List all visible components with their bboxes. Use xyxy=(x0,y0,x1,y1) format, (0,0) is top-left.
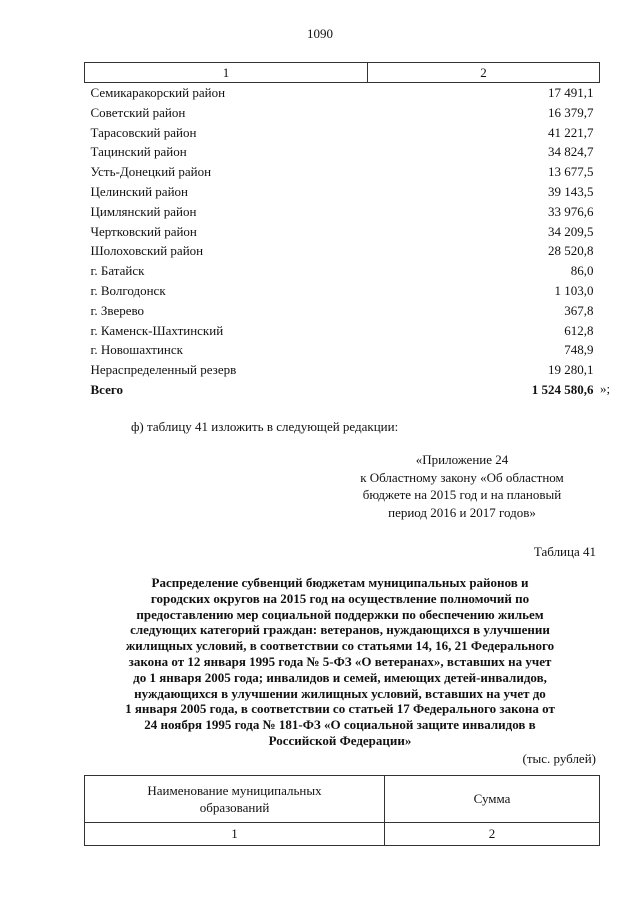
row-value: 41 221,7 xyxy=(548,124,594,140)
column-number-row xyxy=(85,63,600,83)
subsidy-table-continuation xyxy=(84,62,600,400)
row-name: Целинский район xyxy=(90,183,188,199)
column-header-amount: Сумма xyxy=(385,776,600,823)
row-value: 612,8 xyxy=(564,322,594,338)
column-number-2: 2 xyxy=(368,63,600,83)
row-name: Тацинский район xyxy=(90,144,187,160)
page-number: 1090 xyxy=(307,26,333,41)
row-name: г. Каменск-Шахтинский xyxy=(90,322,224,338)
header-row xyxy=(85,776,600,823)
table-row xyxy=(85,301,600,321)
row-name: Нераспределенный резерв xyxy=(90,362,237,378)
row-value: 748,9 xyxy=(564,342,594,358)
column-header-name-line: Наименование муниципальных xyxy=(147,783,322,798)
title-line: 1 января 2005 года, в соответствии со статьей 17 Федерального закона от xyxy=(125,701,555,717)
row-value: 39 143,5 xyxy=(548,183,594,199)
title-line: городских округов на 2015 год на осуществление полномочий по xyxy=(150,590,530,606)
table-label: Таблица 41 xyxy=(533,544,596,559)
title-line: 24 ноября 1995 года № 181-ФЗ «О социальной защите инвалидов в xyxy=(144,717,536,733)
table-row xyxy=(85,261,600,281)
row-name: Тарасовский район xyxy=(90,124,197,140)
table-row xyxy=(85,360,600,380)
title-line: нуждающихся в улучшении жилищных условий, вставших на учет до xyxy=(134,685,546,701)
row-value: 1 103,0 xyxy=(554,282,594,298)
appendix-line: к Областному закону «Об областном xyxy=(360,469,564,485)
table-title xyxy=(84,575,596,749)
column-header-name xyxy=(85,776,385,823)
row-name: Чертковский район xyxy=(90,223,197,239)
row-value: 33 976,6 xyxy=(548,203,594,219)
column-number-2: 2 xyxy=(385,823,600,846)
row-value: 367,8 xyxy=(564,302,594,318)
title-line: Распределение субвенций бюджетам муниципальных районов и xyxy=(151,575,529,590)
row-value: 34 824,7 xyxy=(548,144,594,160)
row-value: 13 677,5 xyxy=(548,164,594,180)
table-row xyxy=(85,202,600,222)
title-line: до 1 января 2005 года; инвалидов и семей, имеющих детей-инвалидов, xyxy=(133,669,547,685)
table-row xyxy=(85,83,600,103)
appendix-reference xyxy=(330,451,594,521)
row-name: г. Зверево xyxy=(90,302,145,318)
row-value: 86,0 xyxy=(570,263,594,279)
row-value: 34 209,5 xyxy=(548,223,594,239)
table-row xyxy=(85,241,600,261)
table-row xyxy=(85,281,600,301)
appendix-line: период 2016 и 2017 годов» xyxy=(388,504,536,520)
row-name: Цимлянский район xyxy=(90,203,197,219)
table-body xyxy=(85,83,600,400)
table-row xyxy=(85,103,600,123)
row-name: Усть-Донецкий район xyxy=(90,164,212,180)
appendix-line: «Приложение 24 xyxy=(415,452,509,467)
column-number-row xyxy=(85,823,600,846)
table-row xyxy=(85,222,600,242)
title-line: закона от 12 января 1995 года № 5-ФЗ «О ветеранах», вставших на учет xyxy=(128,653,552,669)
table-row xyxy=(85,162,600,182)
column-header-name-line: образований xyxy=(199,800,270,815)
appendix-line: бюджете на 2015 год и на плановый xyxy=(362,487,562,502)
row-name: Семикаракорский район xyxy=(90,85,226,100)
quote-end: »; xyxy=(600,381,611,396)
column-number-1: 1 xyxy=(85,823,385,846)
units-label: (тыс. рублей) xyxy=(522,751,596,766)
table-row xyxy=(85,142,600,162)
row-name: г. Новошахтинск xyxy=(90,342,183,358)
table-row xyxy=(85,182,600,202)
title-line: жилищных условий, в соответствии со статьями 14, 16, 21 Федерального xyxy=(125,638,555,654)
table-row xyxy=(85,340,600,360)
total-value: 1 524 580,6 xyxy=(531,381,594,397)
title-line: предоставлению мер социальной поддержки по обеспечению жильем xyxy=(136,606,544,622)
row-name: Советский район xyxy=(90,104,186,120)
total-row xyxy=(85,380,600,400)
column-number-1: 1 xyxy=(85,63,368,83)
row-name: г. Батайск xyxy=(90,263,145,279)
subsidy-table-header xyxy=(84,775,600,846)
row-value: 17 491,1 xyxy=(548,85,594,100)
title-line: Российской Федерации» xyxy=(268,732,412,748)
row-value: 28 520,8 xyxy=(548,243,594,259)
table-row xyxy=(85,321,600,341)
total-label: Всего xyxy=(90,381,123,397)
row-value: 16 379,7 xyxy=(548,104,594,120)
instruction-text: ф) таблицу 41 изложить в следующей редакции: xyxy=(131,419,399,434)
title-line: следующих категорий граждан: ветеранов, нуждающихся в улучшении xyxy=(130,622,550,638)
row-value: 19 280,1 xyxy=(548,362,594,378)
table-row xyxy=(85,123,600,143)
row-name: г. Волгодонск xyxy=(90,282,166,298)
row-name: Шолоховский район xyxy=(90,243,204,259)
